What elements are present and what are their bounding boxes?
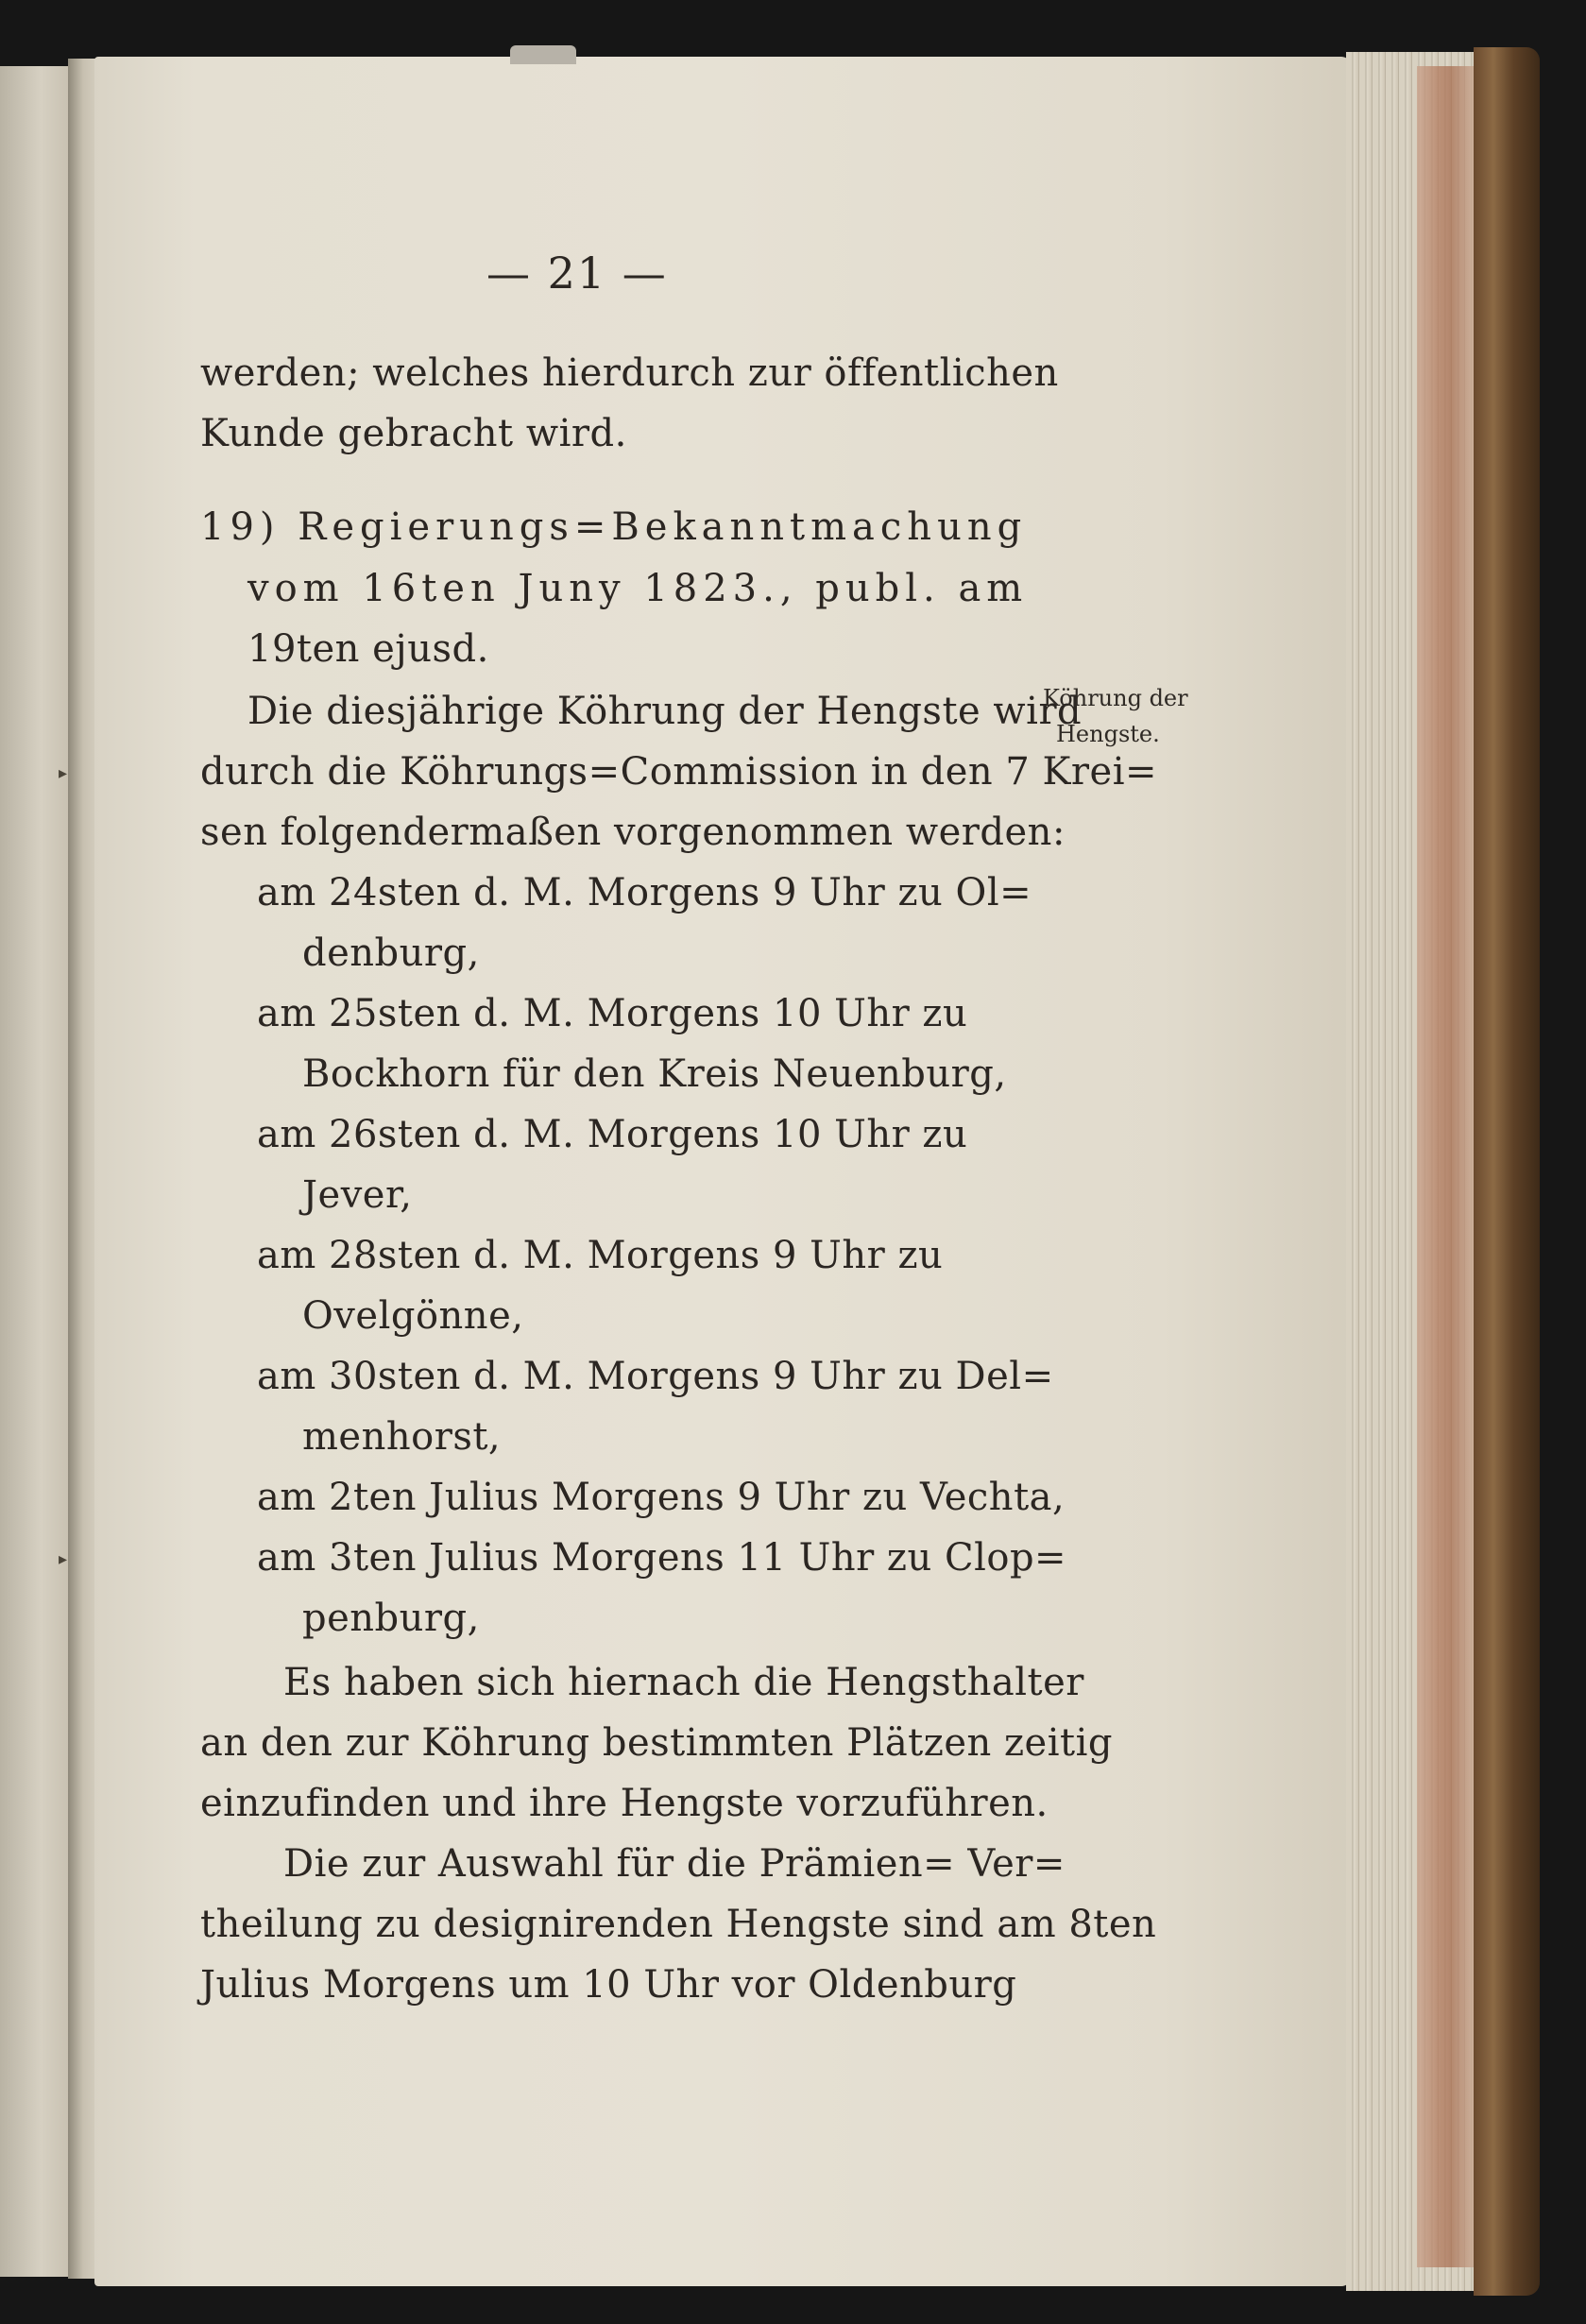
text-line: am 2ten Julius Morgens 9 Uhr zu Vechta, <box>257 1476 1066 1519</box>
previous-page-edge <box>0 66 70 2277</box>
text-line: Ovelgönne, <box>302 1294 524 1338</box>
margin-note-line2: Hengste. <box>1056 721 1160 747</box>
text-line: menhorst, <box>302 1415 502 1459</box>
red-page-edges <box>1417 66 1474 2267</box>
text-line: am 26sten d. M. Morgens 10 Uhr zu <box>257 1113 968 1156</box>
text-line: an den zur Köhrung bestimmten Plätzen zeitig <box>200 1721 1113 1765</box>
text-line: theilung zu designirenden Hengste sind am 8ten <box>200 1903 1157 1946</box>
section-heading: 19) Regierungs=Bekanntmachung <box>200 505 1028 549</box>
margin-mark: ▸ <box>59 1549 68 1569</box>
text-line: Bockhorn für den Kreis Neuenburg, <box>302 1052 1007 1096</box>
text-line: am 25sten d. M. Morgens 10 Uhr zu <box>257 992 968 1035</box>
margin-mark: ▸ <box>59 763 68 783</box>
text-line: werden; welches hierdurch zur öffentlichen <box>200 351 1059 395</box>
text-line: Die zur Auswahl für die Prämien= Ver= <box>283 1842 1066 1886</box>
page-clip <box>510 45 576 64</box>
text-line: einzufinden und ihre Hengste vorzuführen. <box>200 1782 1049 1825</box>
text-line: am 30sten d. M. Morgens 9 Uhr zu Del= <box>257 1355 1054 1398</box>
text-line: am 28sten d. M. Morgens 9 Uhr zu <box>257 1234 944 1277</box>
text-line: denburg, <box>302 931 480 975</box>
text-line: Es haben sich hiernach die Hengsthalter <box>283 1661 1084 1704</box>
book-cover <box>1474 47 1540 2296</box>
text-line: am 3ten Julius Morgens 11 Uhr zu Clop= <box>257 1536 1067 1580</box>
text-line: Julius Morgens um 10 Uhr vor Oldenburg <box>200 1963 1017 2007</box>
section-heading: 19ten ejusd. <box>247 627 489 671</box>
text-line: Jever, <box>302 1173 413 1217</box>
text-line: sen folgendermaßen vorgenommen werden: <box>200 811 1066 854</box>
text-line: Kunde gebracht wird. <box>200 412 627 455</box>
text-line: penburg, <box>302 1597 480 1640</box>
page-number: — 21 — <box>486 248 668 299</box>
text-line: am 24sten d. M. Morgens 9 Uhr zu Ol= <box>257 871 1032 914</box>
text-line: durch die Köhrungs=Commission in den 7 Krei= <box>200 750 1158 794</box>
margin-note-line1: Köhrung der <box>1043 685 1188 711</box>
section-heading: vom 16ten Juny 1823., publ. am <box>247 567 1029 610</box>
text-line: Die diesjährige Köhrung der Hengste wird <box>247 690 1083 733</box>
